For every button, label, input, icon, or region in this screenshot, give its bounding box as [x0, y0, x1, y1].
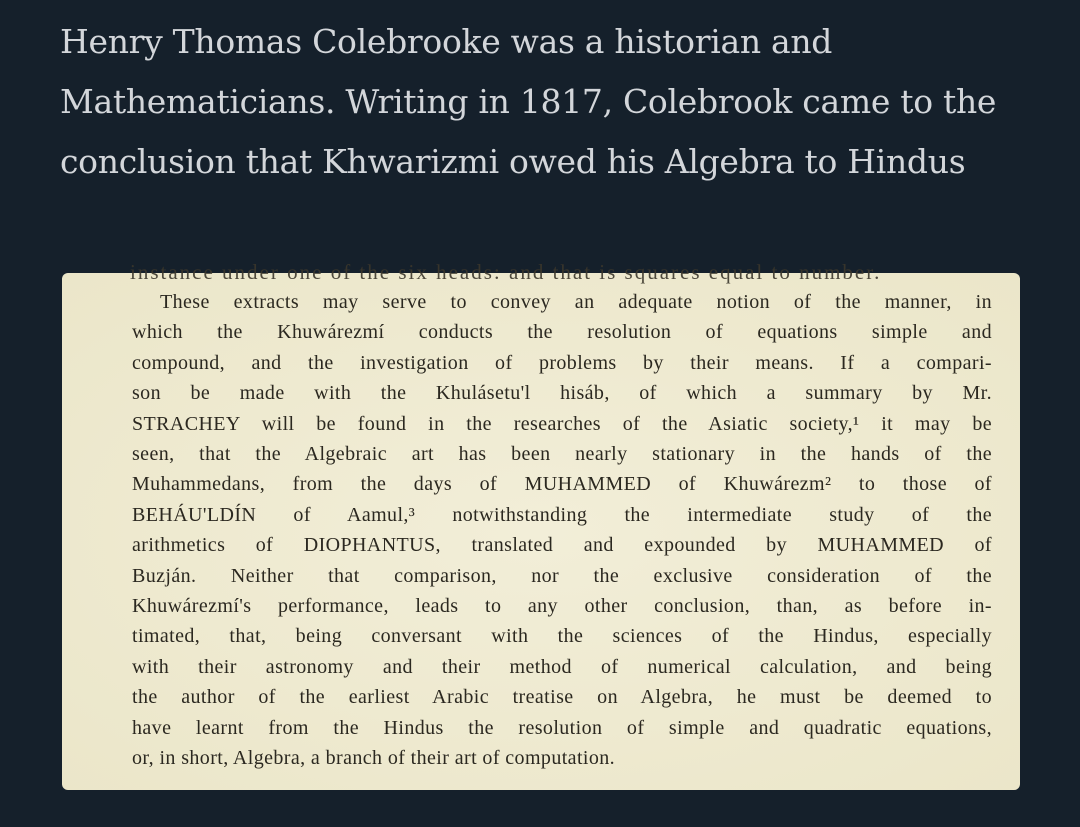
- post-text-line: conclusion that Khwarizmi owed his Algebra to Hindus: [60, 142, 966, 181]
- scan-line: compound, and the investigation of problems by their means. If a compari-: [132, 351, 992, 374]
- scan-line: have learnt from the Hindus the resolution of simple and quadratic equations,: [132, 716, 992, 739]
- scan-line: son be made with the Khulásetu'l hisáb, of which a summary by Mr.: [132, 382, 992, 405]
- scan-line: Khuwárezmí's performance, leads to any other conclusion, than, as before in-: [132, 595, 992, 618]
- post-text-line: Henry Thomas Colebrooke was a historian and: [60, 22, 833, 61]
- book-scan-image[interactable]: [62, 260, 1020, 790]
- post-text-line: Mathematicians. Writing in 1817, Colebrook came to the: [60, 82, 997, 121]
- scan-line: arithmetics of DIOPHANTUS, translated and expounded by MUHAMMED of: [132, 534, 992, 557]
- scan-line: the author of the earliest Arabic treatise on Algebra, he must be deemed to: [132, 686, 992, 709]
- scan-line: STRACHEY will be found in the researches of the Asiatic society,¹ it may be: [132, 412, 992, 435]
- scan-line: Buzján. Neither that comparison, nor the exclusive consideration of the: [132, 564, 992, 587]
- post-text: [60, 12, 1050, 192]
- scan-paragraph: [132, 287, 992, 774]
- cutoff-text-line: instance under one of the six heads: and that is squares equal to number.: [130, 260, 882, 284]
- scan-line: These extracts may serve to convey an adequate notion of the manner, in: [160, 291, 992, 313]
- scan-line: with their astronomy and their method of numerical calculation, and being: [132, 655, 992, 678]
- scan-line: Muhammedans, from the days of MUHAMMED of Khuwárezm² to those of: [132, 473, 992, 496]
- scan-line: or, in short, Algebra, a branch of their art of computation.: [132, 747, 616, 770]
- scan-line: timated, that, being conversant with the sciences of the Hindus, especially: [132, 625, 992, 648]
- scan-line: seen, that the Algebraic art has been nearly stationary in the hands of the: [132, 443, 992, 466]
- scan-line: which the Khuwárezmí conducts the resolution of equations simple and: [132, 321, 992, 344]
- scan-line: BEHÁU'LDÍN of Aamul,³ notwithstanding the intermediate study of the: [132, 503, 992, 526]
